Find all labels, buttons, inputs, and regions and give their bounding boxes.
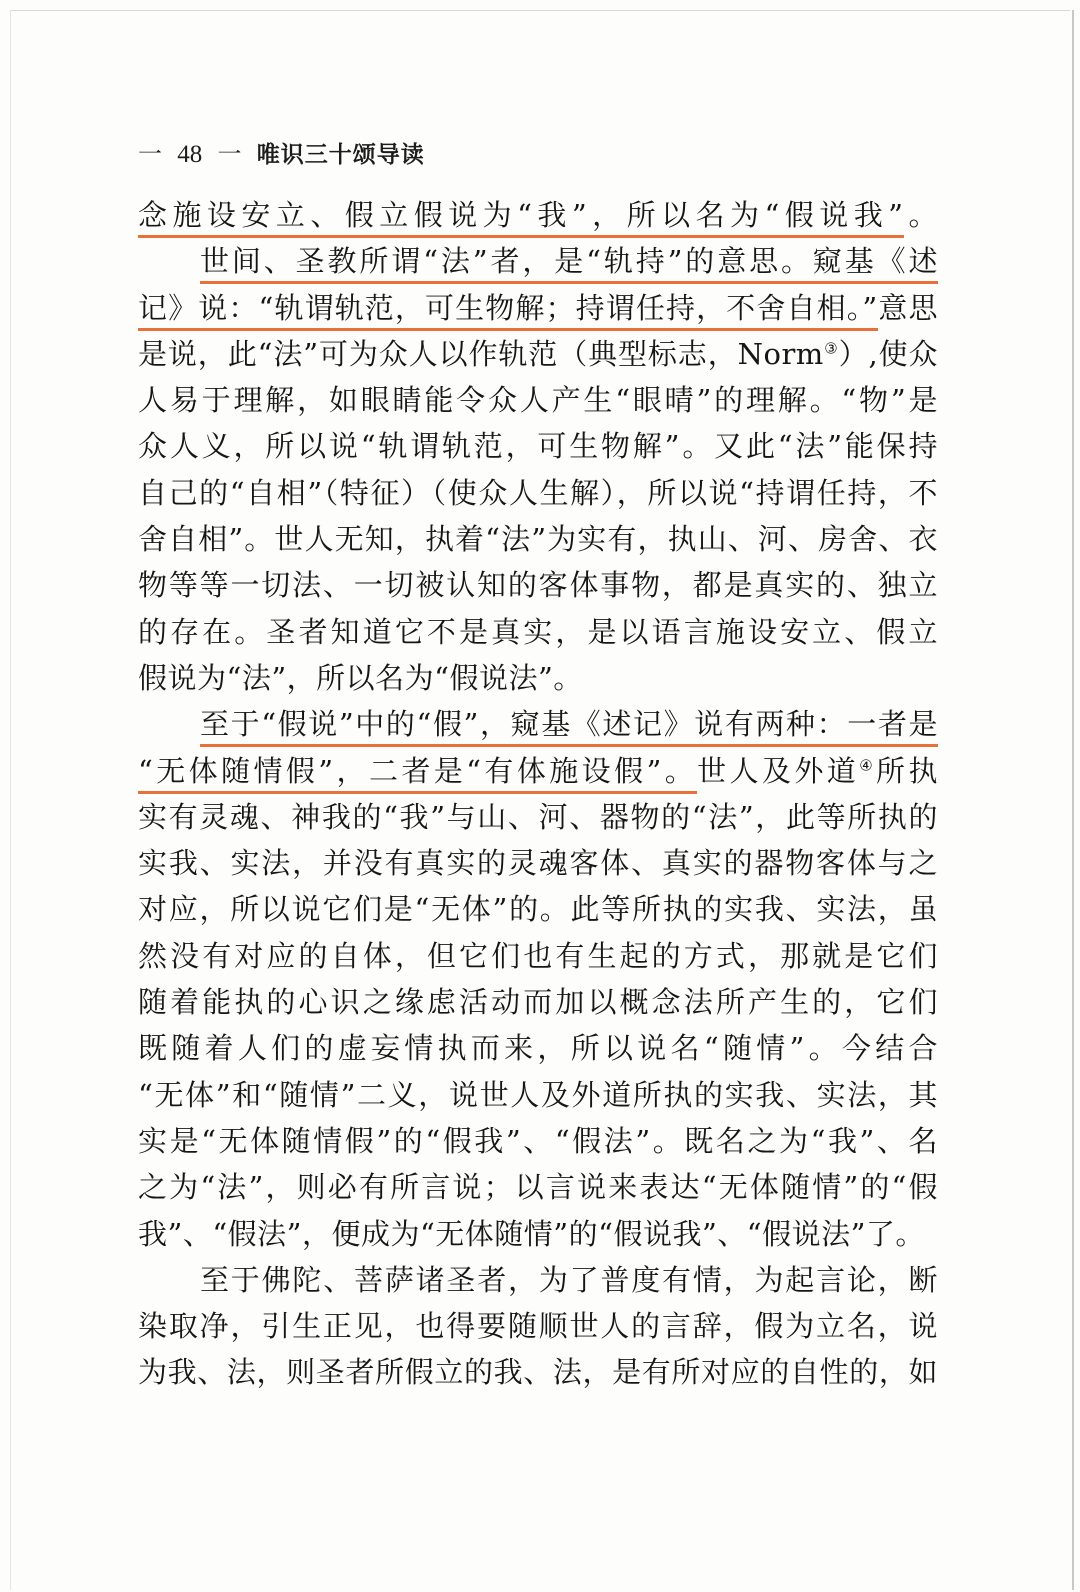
scan-border-left: [10, 10, 11, 1590]
text-line: 实是“无体随情假”的“假我”、“假法”。既名之为“我”、名: [138, 1123, 938, 1158]
footnote-ref: ③: [823, 339, 839, 358]
text-line: 的存在。圣者知道它不是真实，是以语言施设安立、假立: [138, 614, 938, 649]
book-title: 唯识三十颂导读: [256, 142, 425, 168]
underlined-text: 念施设安立、假立假说为“我”，所以名为“假说我”: [138, 198, 904, 238]
header-dash-right: 一: [217, 140, 242, 168]
underlined-text: 世间、圣教所谓“法”者，是“轨持”的意思。窥基《述: [200, 244, 938, 284]
body-text: [138, 192, 938, 1396]
footnote-ref: ④: [859, 755, 877, 774]
scan-border-right: [1072, 10, 1074, 1590]
text-line: 自己的“自相”（特征）（使众人生解），所以说“持谓任持，不: [138, 475, 938, 510]
text-line: 然没有对应的自体，但它们也有生起的方式，那就是它们: [138, 938, 938, 973]
running-header: [138, 134, 425, 169]
text-line: 假说为“法”，所以名为“假说法”。: [138, 660, 583, 695]
text-line: 念施设安立、假立假说为“我”，所以名为“假说我”。: [138, 192, 938, 238]
text-line: “无体随情假”，二者是“有体施设假”。世人及外道④所执: [138, 748, 938, 794]
text-line: 众人义，所以说“轨谓轨范，可生物解”。又此“法”能保持: [138, 429, 938, 464]
text-line: [138, 701, 938, 747]
underlined-text: 至于“假说”中的“假”，窥基《述记》说有两种：一者是: [200, 707, 938, 747]
header-dash-left: 一: [138, 140, 162, 168]
text-line: 实我、实法，并没有真实的灵魂客体、真实的器物客体与之: [138, 846, 938, 881]
text-line: 实有灵魂、神我的“我”与山、河、器物的“法”，此等所执的: [138, 799, 938, 834]
text-line: 随着能执的心识之缘虑活动而加以概念法所产生的，它们: [138, 985, 938, 1020]
text-line: 既随着人们的虚妄情执而来，所以说名“随情”。今结合: [138, 1031, 938, 1066]
underlined-text: “无体随情假”，二者是“有体施设假”。: [138, 754, 697, 794]
text-line: 舍自相”。世人无知，执着“法”为实有，执山、河、房舍、衣: [138, 522, 938, 557]
text-line: 人易于理解，如眼睛能令众人产生“眼晴”的理解。“物”是: [138, 383, 938, 418]
underlined-text: 记》说：“轨谓轨范，可生物解；持谓任持，不舍自相。”: [138, 291, 878, 331]
text-line: [138, 238, 938, 284]
text-line: 之为“法”，则必有所言说；以言说来表达“无体随情”的“假: [138, 1170, 938, 1205]
text-line: 我”、“假法”，便成为“无体随情”的“假说我”、“假说法”了。: [138, 1216, 925, 1251]
text-line: 染取净，引生正见，也得要随顺世人的言辞，假为立名，说: [138, 1309, 938, 1344]
text-line: 为我、法，则圣者所假立的我、法，是有所对应的自性的，如: [138, 1355, 938, 1390]
text-line: 物等等一切法、一切被认知的客体事物，都是真实的、独立: [138, 568, 938, 603]
text-line: “无体”和“随情”二义，说世人及外道所执的实我、实法，其: [138, 1077, 938, 1112]
text-line: 至于佛陀、菩萨诸圣者，为了普度有情，为起言论，断: [200, 1262, 938, 1297]
scan-border-top: [10, 10, 1070, 11]
page-number: 48: [177, 141, 203, 168]
text-line: 记》说：“轨谓轨范，可生物解；持谓任持，不舍自相。”意思: [138, 285, 938, 331]
text-line: 是说，此“法”可为众人以作轨范（典型标志，Norm③）,使众: [138, 336, 939, 371]
text-line: 对应，所以说它们是“无体”的。此等所执的实我、实法，虽: [138, 892, 938, 927]
